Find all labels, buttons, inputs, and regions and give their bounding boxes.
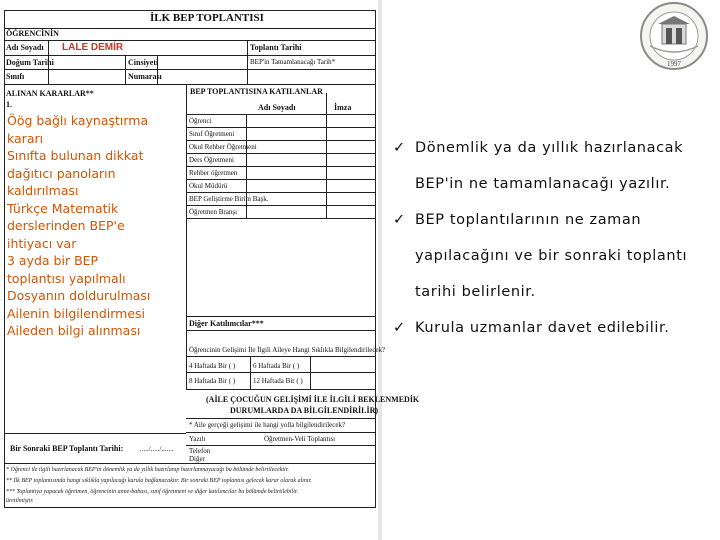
university-seal-icon	[630, 0, 718, 72]
freq-6-weeks: 6 Haftada Bir ( )	[253, 362, 300, 370]
check-icon: ✓	[393, 320, 406, 336]
student-name-value: LALE DEMİR	[62, 42, 124, 53]
decision-item: derslerinden BEP'e	[7, 218, 125, 233]
participants-label: BEP TOPLANTISINA KATILANLAR	[190, 87, 323, 96]
participant-3: Ders Öğretmeni	[189, 156, 234, 164]
participant-7: Öğretmen Branşı	[189, 208, 238, 216]
class-label: Sınıfı	[6, 72, 25, 81]
participant-2: Okul Rehber Öğretmeni	[189, 143, 257, 151]
method-written: Yazılı	[189, 435, 206, 443]
bullet-item-2	[393, 202, 720, 238]
other-participants-label: Diğer Katılımcılar***	[189, 319, 264, 328]
decisions-label: ALINAN KARARLAR**	[6, 89, 94, 98]
next-meeting-value: ...../...../.......	[140, 445, 174, 453]
decisions-list	[7, 112, 185, 340]
footnote-2: ** İlk BEP toplantısında hangi sıklıkla yapılacağı kurula bağlanacaktır. Bir sonraki BEP toplantısı gelecek karar olarak alınır.	[6, 478, 312, 484]
decision-item: kararı	[7, 130, 44, 146]
name-label: Adı Soyadı	[6, 43, 44, 52]
freq-4-weeks: 4 Haftada Bir ( )	[189, 362, 236, 370]
decision-item: Aileden bilgi alınması	[7, 323, 141, 338]
footnote-4: üretilmiştir.	[6, 498, 34, 504]
method-other: Diğer	[189, 455, 205, 463]
bullet-item-3	[393, 310, 720, 346]
method-phone: Telefon	[189, 447, 211, 455]
decision-item: Ailenin bilgilendirmesi	[7, 305, 146, 321]
seal-year: 1997	[667, 60, 681, 68]
bep-completion-label: BEP'in Tamamlanacağı Tarih*	[250, 58, 336, 66]
bullet-2-line-3: tarihi belirlenir.	[415, 284, 536, 300]
decision-item: toplantısı yapılmalı	[7, 270, 126, 286]
participant-5: Okul Müdürü	[189, 182, 228, 190]
student-header: ÖĞRENCİNİN	[6, 29, 59, 38]
participant-0: Öğrenci	[189, 117, 212, 125]
bullet-2-line-2: yapılacağını ve bir sonraki toplantı	[415, 248, 688, 264]
bullet-3-line-1: Kurula uzmanlar davet edilebilir.	[415, 320, 670, 336]
decision-item: Sınıfta bulunan dikkat	[7, 148, 144, 163]
bullet-1-line-1: Dönemlik ya da yıllık hazırlanacak	[415, 140, 684, 156]
birth-date-label: Doğum Tarihi	[6, 58, 54, 67]
footnote-1: * Öğrenci ile ilgili hazırlanacak BEP'in dönemlik ya da yıllık hazırlanıp hazırlanmayacağı bu bölümde belirtilecektir.	[6, 467, 289, 473]
number-label: Numarası	[128, 72, 162, 81]
decision-item: 3 ayda bir BEP	[7, 253, 99, 268]
decision-item: Dosyanın doldurulması	[7, 288, 151, 303]
name-surname-col: Adı Soyadı	[258, 103, 296, 112]
decision-item: kaldırılması	[7, 183, 79, 198]
form-title: İLK BEP TOPLANTISI	[150, 12, 264, 24]
participant-1: Sınıf Öğretmeni	[189, 130, 235, 138]
decisions-first: 1.	[6, 100, 12, 109]
signature-col: İmza	[334, 103, 352, 112]
check-icon: ✓	[393, 140, 406, 156]
decision-item: Öög bağlı kaynaştırma	[7, 113, 149, 128]
freq-8-weeks: 8 Haftada Bir ( )	[189, 377, 236, 385]
progress-label: Öğrencinin Gelişimi İle İlgili Aileye Hangi Sıklıkla Bilgilendirilecek?	[189, 346, 386, 354]
freq-12-weeks: 12 Haftada Bir ( )	[253, 377, 303, 385]
bullet-item-1	[393, 130, 720, 166]
bullet-1-line-2: BEP'in ne tamamlanacağı yazılır.	[415, 176, 671, 192]
participant-6: BEP Geliştirme Birim Başk.	[189, 195, 269, 203]
bullet-2-line-1: BEP toplantılarının ne zaman	[415, 212, 642, 228]
family-note-2: DURUMLARDA DA BİLGİLENDİRİLİR)	[230, 406, 379, 415]
method-meeting: Öğretmen-Veli Toplantısı	[264, 435, 336, 443]
check-icon: ✓	[393, 212, 406, 228]
decision-item: ihtiyacı var	[7, 235, 77, 251]
bullet-list	[393, 130, 720, 346]
decision-item: Türkçe Matematik	[7, 200, 119, 216]
gender-label: Cinsiyeti	[128, 58, 159, 67]
next-meeting-label: Bir Sonraki BEP Toplantı Tarihi:	[10, 444, 124, 453]
participant-4: Rehber öğretmen	[189, 169, 238, 177]
meeting-date-label: Toplantı Tarihi	[250, 43, 302, 52]
decision-item: dağıtıcı panoların	[7, 165, 116, 181]
footnote-3: *** Toplantıya yapacak öğretmen, öğrencinin anne-babası, sınıf öğretmeni ve diğer katılımcılar bu bölümde belirtilebilir.	[6, 489, 299, 495]
family-method-label: * Aile gerçeği gelişimi ile hangi yolla bilgilendirilecek?	[189, 421, 346, 429]
family-note-1: (AİLE ÇOCUĞUN GELİŞİMİ İLE İLGİLİ BEKLENMEDİK	[206, 395, 420, 404]
